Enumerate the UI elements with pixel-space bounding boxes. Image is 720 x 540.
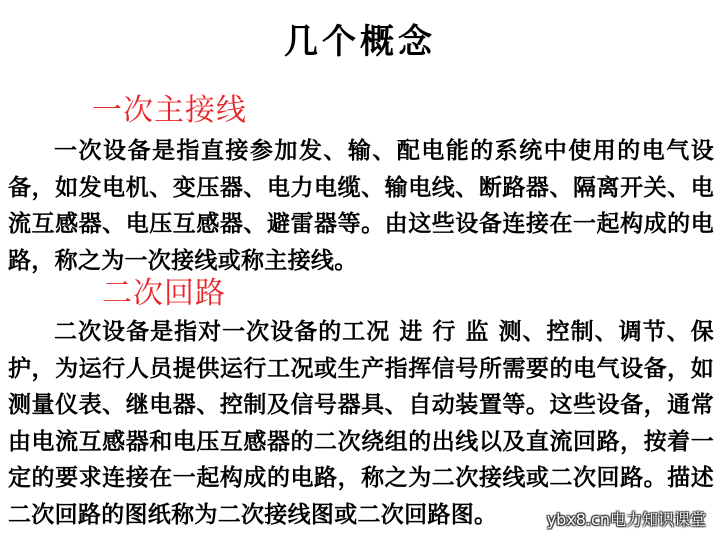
section-heading-secondary-circuit: 二次回路 xyxy=(102,276,226,311)
watermark: ybx8.cn电力知识课堂 xyxy=(546,510,706,529)
section-heading-primary-wiring: 一次主接线 xyxy=(92,93,247,128)
section-body-primary-wiring: 一次设备是指直接参加发、输、配电能的系统中使用的电气设备，如发电机、变压器、电力电缆、输电线、断路器、隔离开关、电流互感器、电压互感器、避雷器等。由这些设备连接在一起构成的电路，称之为一次接线或称主接线。 xyxy=(8,137,714,274)
section-body-secondary-circuit: 二次设备是指对一次设备的工况 进 行 监 测、控制、调节、保护，为运行人员提供运行工况或生产指挥信号所需要的电气设备，如测量仪表、继电器、控制及信号器具、自动装置等。这些设备，通常由电流互感器和电压互感器的二次绕组的出线以及直流回路，按着一定的要求连接在一起构成的电路，称之为二次接线或二次回路。描述二次回路的图纸称为二次接线图或二次回路图。 xyxy=(8,318,714,528)
page-title: 几个概念 xyxy=(284,22,436,62)
